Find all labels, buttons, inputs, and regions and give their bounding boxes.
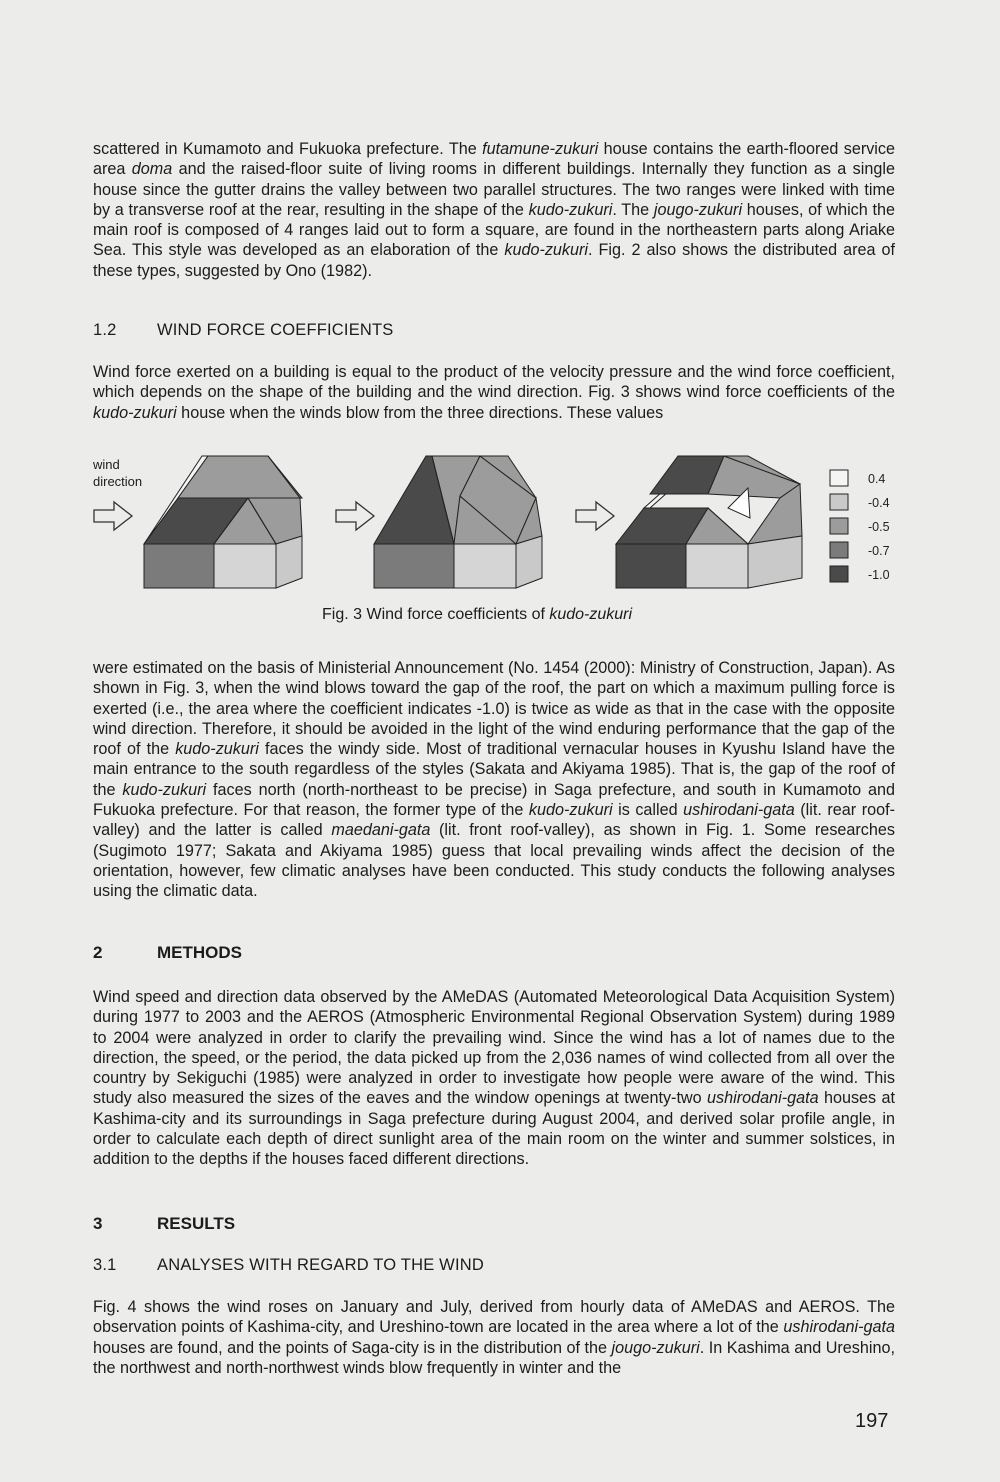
- text-run: . In Kashima and Ureshino, the northwest and north-northwest winds blow frequently in winter and the: [93, 1338, 895, 1377]
- text-run: and the raised-floor suite of living rooms in different buildings. Internally they function as a single house since the gutter drains the valley between two parallel structures. The two ranges were linked with time by a transverse roof at the rear, resulting in the shape of the: [93, 160, 895, 219]
- section-title: RESULTS: [157, 1214, 236, 1233]
- text-run: (lit. front roof-valley), as shown in Fig. 1. Some researches (Sugimoto 1977; Sakata and Akiyama 1985) guess that local prevailing winds affect the decision of the orientation, however, few climatic analyses have been conducted. This study conducts the following analyses using the climatic data.: [93, 821, 895, 901]
- legend-label: -0.5: [868, 520, 890, 534]
- legend-swatch: [830, 518, 848, 534]
- wind-label-line-2: direction: [93, 474, 143, 489]
- page-number: 197: [855, 1410, 889, 1432]
- text-run: . Fig. 2 also shows the distributed area of these types, suggested by Ono (1982).: [93, 241, 895, 280]
- italic-term: maedani-gata: [331, 821, 431, 840]
- italic-term: futamune-zukuri: [482, 140, 599, 158]
- text-run: Wind force exerted on a building is equal to the product of the velocity pressure and the wind force coefficient, which depends on the shape of the building and the wind direction. Fig. 3 shows wind force coefficients of the: [93, 363, 895, 402]
- text-run: Wind speed and direction data observed by the AMeDAS (Automated Meteorological Data Acquisition System) during 1977 to 2003 and the AEROS (Atmospheric Environmental Regional Observation System) during 1989 to 2004 were analyzed in order to clarify the prevailing wind. Since the wind has a lot of names due to the direction, the speed, or the period, the data picked up from the 2,036 names of wind collected from all over the country by Sekiguchi (1985) were analyzed in order to investigate how people were aware of the wind. This study also measured the sizes of the eaves and the window openings at twenty-two: [93, 988, 895, 1108]
- italic-term: kudo-zukuri: [93, 403, 177, 422]
- italic-term: kudo-zukuri: [122, 780, 207, 799]
- italic-term: kudo-zukuri: [175, 740, 259, 759]
- paragraph-5: [93, 1297, 895, 1378]
- section-heading-3: [93, 1214, 235, 1234]
- text-run: houses at Kashima-city and its surroundings in Saga prefecture during August 2004, and derived solar profile angle, in order to calculate each depth of direct sunlight area of the main room on the winter and summer solstices, in addition to the depths if the houses faced different directions.: [93, 1089, 896, 1169]
- italic-term: ushirodani-gata: [783, 1318, 895, 1337]
- paragraph-1: [93, 139, 895, 281]
- italic-term: kudo-zukuri: [528, 801, 613, 820]
- legend-label: -0.4: [868, 496, 890, 510]
- italic-term: ushirodani-gata: [683, 801, 795, 820]
- legend-label: -1.0: [868, 568, 890, 582]
- section-title: WIND FORCE COEFFICIENTS: [157, 321, 394, 339]
- section-heading-3-1: [93, 1256, 484, 1275]
- section-number: 3: [93, 1214, 103, 1233]
- wind-arrow-icon: [576, 502, 614, 530]
- legend-label: 0.4: [868, 472, 886, 486]
- paragraph-4: [93, 987, 895, 1170]
- section-number: 3.1: [93, 1256, 117, 1274]
- section-number: 1.2: [93, 321, 117, 339]
- italic-term: kudo-zukuri: [504, 241, 589, 260]
- section-title: ANALYSES WITH REGARD TO THE WIND: [157, 1256, 484, 1274]
- house-2: [374, 456, 542, 588]
- paragraph-2: [93, 362, 895, 423]
- section-heading-1-2: [93, 321, 394, 340]
- italic-term: jougo-zukuri: [653, 200, 743, 219]
- text-run: Fig. 4 shows the wind roses on January and July, derived from hourly data of AMeDAS and AEROS. The observation points of Kashima-city, and Ureshino-town are located in the area where a lot of the: [93, 1298, 895, 1337]
- section-title: METHODS: [157, 943, 242, 962]
- italic-term: kudo-zukuri: [528, 200, 613, 219]
- text-run: (lit. rear roof-valley) and the latter is called: [93, 801, 895, 840]
- wind-arrow-icon: [336, 502, 374, 530]
- house-1: [144, 456, 302, 588]
- section-heading-2: [93, 943, 242, 963]
- text-run: is called: [612, 801, 684, 820]
- text-run: were estimated on the basis of Ministerial Announcement (No. 1454 (2000): Ministry of Construction, Japan). As shown in Fig. 3, when the wind blows toward the gap of the roof, the part on which a maximum pulling force is exerted (i.e., the area where the coefficient indicates -1.0) is twice as wide as that in the case with the opposite wind direction. Therefore, it should be avoided in the light of the wind enduring performance that the gap of the roof of the: [93, 659, 895, 759]
- text-run: house when the winds blow from the three directions. These values: [176, 403, 664, 422]
- text-run: . The: [612, 200, 654, 219]
- legend-swatch: [830, 470, 848, 486]
- text-run: house contains the earth-floored service area: [93, 140, 896, 179]
- legend-label: -0.7: [868, 544, 890, 558]
- wind-arrow-icon: [94, 502, 132, 530]
- caption-italic: kudo-zukuri: [549, 606, 633, 623]
- text-run: houses are found, and the points of Saga-city is in the distribution of the: [93, 1338, 612, 1357]
- text-run: scattered in Kumamoto and Fukuoka prefecture. The: [93, 140, 483, 158]
- legend-swatch: [830, 494, 848, 510]
- section-number: 2: [93, 943, 103, 962]
- wind-label-line-1: wind: [93, 457, 120, 472]
- text-run: houses, of which the main roof is composed of 4 ranges laid out to form a square, are found in the northeastern parts along Ariake Sea. This style was developed as an elaboration of the: [93, 200, 895, 260]
- paragraph-3: [93, 658, 895, 902]
- italic-term: ushirodani-gata: [707, 1089, 819, 1108]
- text-run: faces the windy side. Most of traditional vernacular houses in Kyushu Island have the main entrance to the south regardless of the styles (Sakata and Akiyama 1985). That is, the gap of the roof of the: [93, 740, 896, 799]
- legend: [830, 470, 890, 582]
- caption-text: Fig. 3 Wind force coefficients of: [322, 606, 550, 623]
- legend-swatch: [830, 542, 848, 558]
- house-3: [616, 456, 802, 588]
- legend-swatch: [830, 566, 848, 582]
- figure-3-diagram: [88, 448, 908, 608]
- text-run: faces north (north-northeast to be precise) in Saga prefecture, and south in Kumamoto and Fukuoka prefecture. For that reason, the former type of the: [93, 780, 895, 820]
- italic-term: doma: [131, 160, 173, 179]
- italic-term: jougo-zukuri: [611, 1338, 700, 1357]
- figure-3-caption: [322, 606, 632, 624]
